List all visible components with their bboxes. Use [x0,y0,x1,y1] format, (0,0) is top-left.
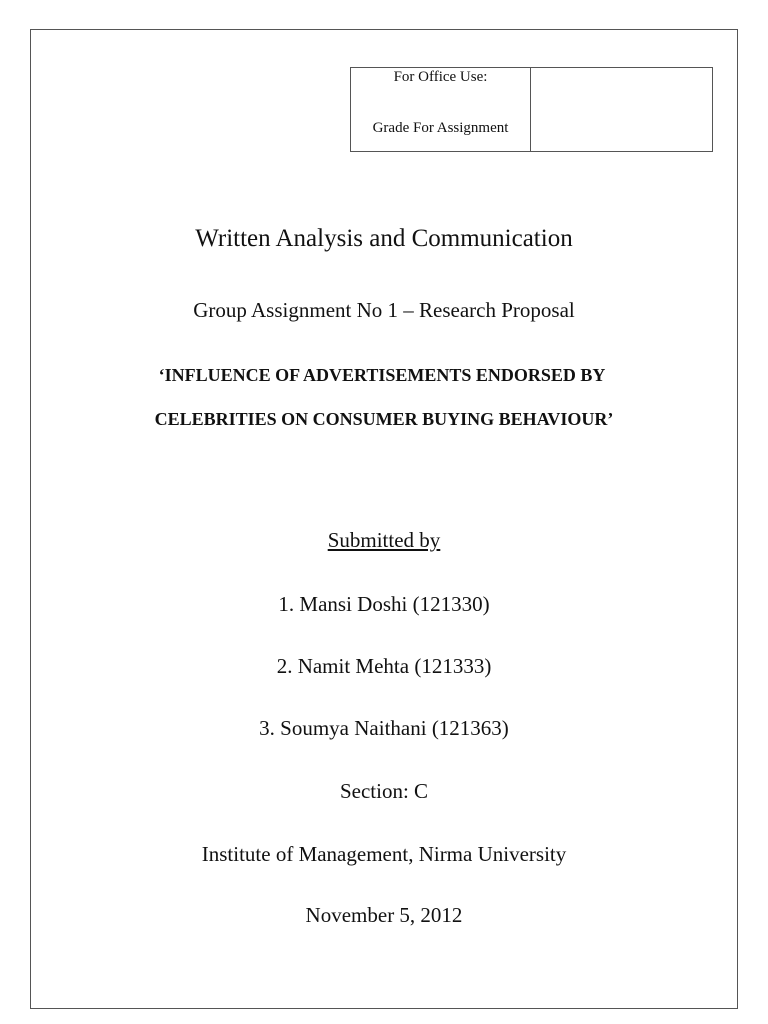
course-title: Written Analysis and Communication [195,225,573,252]
institute-name: Institute of Management, Nirma University [201,842,567,866]
submitted-by-heading: Submitted by [327,528,441,552]
grade-value-cell [531,68,712,151]
assignment-title: Group Assignment No 1 – Research Proposal [193,298,575,322]
topic-line-2: CELEBRITIES ON CONSUMER BUYING BEHAVIOUR’ [154,409,614,429]
member-item: 3. Soumya Naithani (121363) [259,716,509,740]
office-use-table [350,67,713,152]
submission-date: November 5, 2012 [305,903,463,927]
member-item: 1. Mansi Doshi (121330) [278,592,490,616]
office-use-label-cell [351,68,531,151]
section-label: Section: C [339,779,429,803]
grade-label: Grade For Assignment [372,120,509,136]
office-use-label: For Office Use: [393,69,488,85]
member-item: 2. Namit Mehta (121333) [276,654,492,678]
topic-line-1: ‘INFLUENCE OF ADVERTISEMENTS ENDORSED BY [158,365,606,385]
